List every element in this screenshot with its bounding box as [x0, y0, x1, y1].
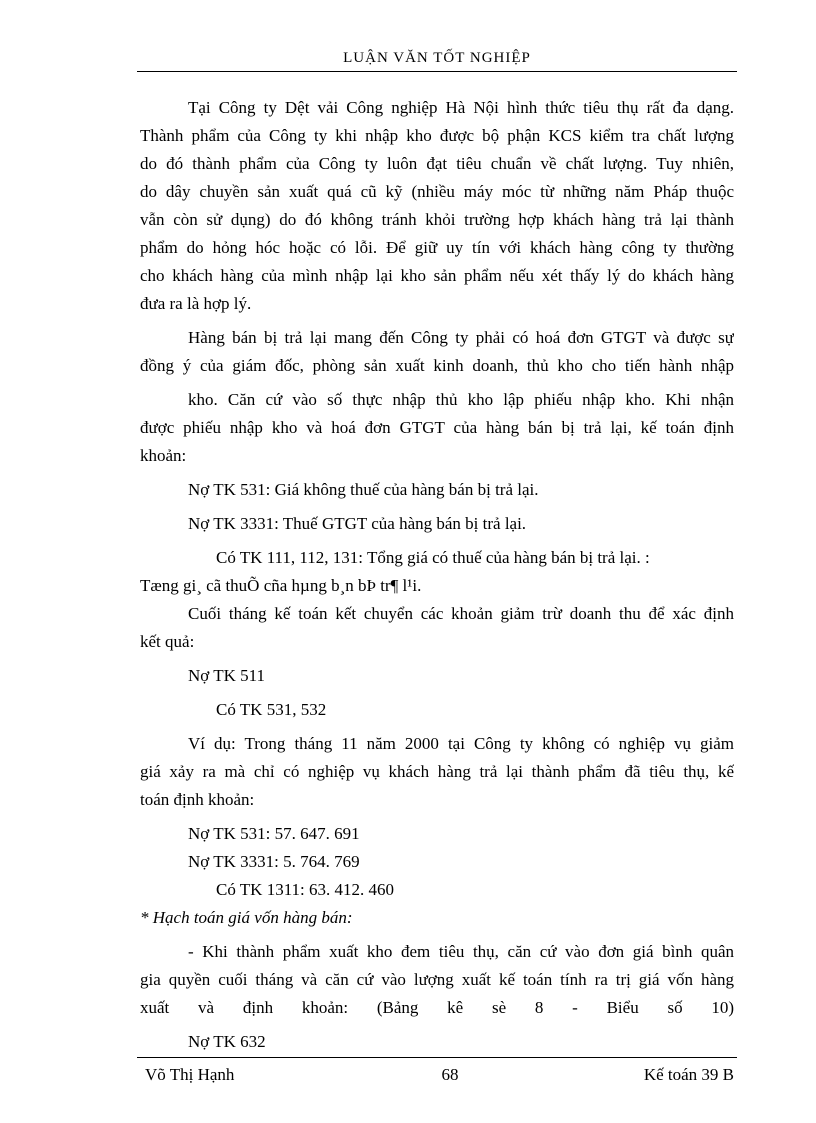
debit-line: Nợ TK 531: Giá không thuế của hàng bán bị trả lại. [188, 480, 539, 499]
page-number: 68 [441, 1065, 459, 1084]
footer-class: Kế toán 39 B [643, 1065, 734, 1084]
text-line: Ví dụ: Trong tháng 11 năm 2000 tại Công ty không có nghiệp vụ giảm [188, 734, 734, 753]
text-line: Tại Công ty Dệt vải Công nghiệp Hà Nội hình thức tiêu thụ rất đa dạng. [188, 98, 734, 117]
text-line: kho. Căn cứ vào số thực nhập thủ kho lập phiếu nhập kho. Khi nhận [188, 390, 734, 409]
paragraph-3 [140, 386, 734, 470]
text-line: toán định khoản: [140, 790, 255, 809]
text-line: giá xảy ra mà chỉ có nghiệp vụ khách hàng trả lại thành phẩm đã tiêu thụ, kế [140, 762, 734, 781]
journal-entry-2 [140, 662, 734, 724]
text-line: Thành phẩm của Công ty khi nhập kho được bộ phận KCS kiểm tra chất lượng [140, 126, 734, 145]
header-rule [137, 71, 737, 72]
debit-line: Nợ TK 3331: 5. 764. 769 [188, 852, 360, 871]
section-heading: * Hạch toán giá vốn hàng bán: [140, 908, 353, 927]
text-line: xuất và định khoản: (Bảng kê sè 8 - Biểu số 10) [140, 998, 734, 1017]
footer-author: Võ Thị Hạnh [145, 1065, 235, 1084]
debit-line: Nợ TK 632 [188, 1032, 266, 1051]
debit-line: Nợ TK 511 [188, 666, 265, 685]
text-line: gia quyền cuối tháng và căn cứ vào lượng xuất kế toán tính ra trị giá vốn hàng [140, 970, 734, 989]
text-line: kết quả: [140, 632, 195, 651]
text-line: vẫn còn sử dụng) do đó không tránh khỏi trường hợp khách hàng trả lại thành [140, 210, 734, 229]
text-line: đưa ra là hợp lý. [140, 294, 252, 313]
text-line: khoản: [140, 446, 187, 465]
header-title: LUẬN VĂN TỐT NGHIỆP [343, 50, 531, 66]
text-line: Hàng bán bị trả lại mang đến Công ty phải có hoá đơn GTGT và được sự [188, 328, 734, 347]
debit-line: Nợ TK 3331: Thuế GTGT của hàng bán bị trả lại. [188, 514, 527, 533]
text-line: được phiếu nhập kho và hoá đơn GTGT của hàng bán bị trả lại, kế toán định [140, 418, 734, 437]
footer-rule [137, 1057, 737, 1058]
paragraph-5 [140, 730, 734, 814]
paragraph-4 [140, 600, 734, 656]
document-body [140, 94, 734, 1056]
text-line: phẩm do hỏng hóc hoặc có lỗi. Để giữ uy tín với khách hàng công ty thường [140, 238, 734, 257]
paragraph-6 [140, 938, 734, 1022]
credit-line: Có TK 1311: 63. 412. 460 [216, 880, 395, 899]
paragraph-2 [140, 324, 734, 380]
text-line: cho khách hàng của mình nhập lại kho sản phẩm nếu xét thấy lý do khách hàng [140, 266, 734, 285]
credit-line: Có TK 111, 112, 131: Tổng giá có thuế của hàng bán bị trả lại. : [216, 548, 650, 567]
credit-line: Có TK 531, 532 [216, 700, 327, 719]
journal-entry-1 [140, 476, 734, 600]
debit-line: Nợ TK 531: 57. 647. 691 [188, 824, 360, 843]
text-line: do đó thành phẩm của Công ty luôn đạt tiêu chuẩn về chất lượng. Tuy nhiên, [140, 154, 734, 173]
text-line: đồng ý của giám đốc, phòng sản xuất kinh doanh, thủ kho cho tiến hành nhập [140, 356, 734, 375]
text-line: Cuối tháng kế toán kết chuyển các khoản giảm trừ doanh thu để xác định [188, 604, 734, 623]
journal-entry-3 [140, 820, 734, 904]
text-line: - Khi thành phẩm xuất kho đem tiêu thụ, căn cứ vào đơn giá bình quân [188, 942, 734, 961]
text-line: do dây chuyền sản xuất quá cũ kỹ (nhiều máy móc từ những năm Pháp thuộc [140, 182, 734, 201]
journal-entry-4 [140, 1028, 734, 1056]
paragraph-1 [140, 94, 734, 318]
garbled-text-line: Tæng gi¸ cã thuÕ cña hµng b¸n bÞ tr¶ l¹i. [140, 576, 422, 595]
